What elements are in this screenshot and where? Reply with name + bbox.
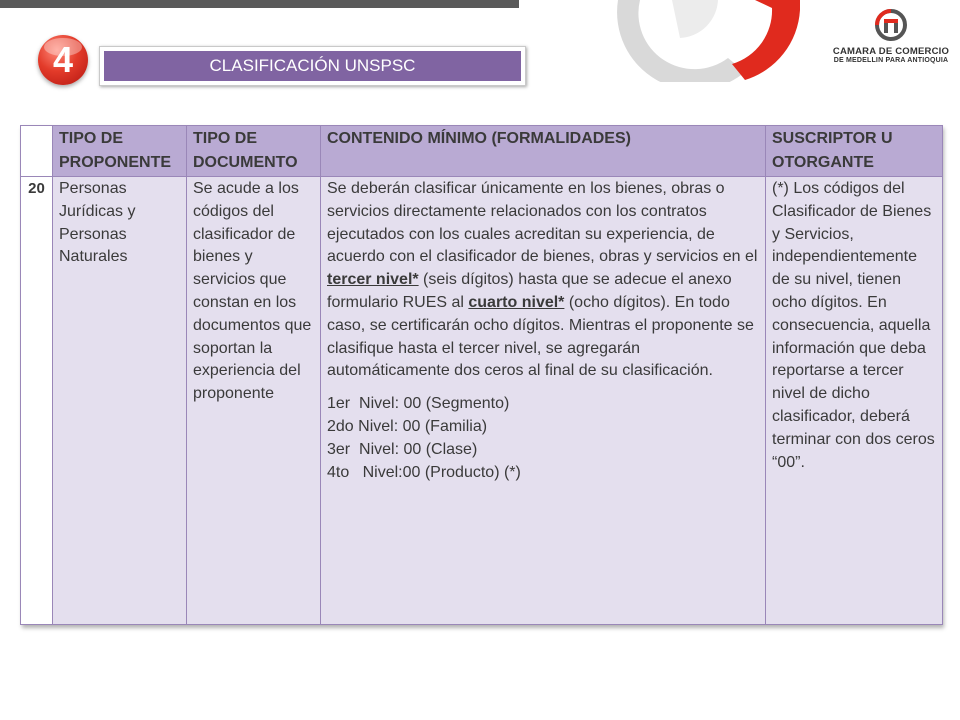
header-contenido-minimo: CONTENIDO MÍNIMO (FORMALIDADES): [321, 126, 766, 177]
row-number: 20: [21, 177, 53, 625]
list-item: 4to Nivel:00 (Producto) (*): [327, 463, 521, 481]
contenido-paragraph: [327, 178, 759, 383]
cell-contenido: [321, 177, 766, 625]
cell-proponente: Personas Jurídicas y Personas Naturales: [53, 177, 187, 625]
chamber-emblem-icon: [873, 8, 909, 44]
decorative-arc-graphic: [600, 0, 800, 82]
section-title: CLASIFICACIÓN UNSPSC: [104, 51, 521, 81]
contenido-text-part2: (seis dígitos) hasta que se adecue el anexo formulario RUES al: [327, 271, 732, 311]
header-tipo-proponente: TIPO DE PROPONENTE: [53, 126, 187, 177]
cell-suscriptor: (*) Los códigos del Clasificador de Bienes y Servicios, independientemente de su nivel, tienen ocho dígitos. En consecuencia, aquella información que deba reportarse a tercer nivel de dicho clasificador, deberá terminar con dos ceros “00”.: [766, 177, 943, 625]
list-item: 2do Nivel: 00 (Familia): [327, 417, 488, 435]
requirements-table: [20, 125, 943, 625]
header-suscriptor: SUSCRIPTOR U OTORGANTE: [766, 126, 943, 177]
top-accent-bar: [0, 0, 519, 8]
header-number-cell: [21, 126, 53, 177]
table-row: [21, 177, 943, 625]
contenido-text-part1: Se deberán clasificar únicamente en los bienes, obras o servicios directamente relacionados con los contratos ejecutados con los cuales acreditan su experiencia, de acuerdo con el clasificador de bienes, obras y servicios en el: [327, 180, 758, 266]
contenido-text-part3: (ocho dígitos). En todo caso, se certificarán ocho dígitos. Mientras el proponente se clasifique hasta el tercer nivel, se agregarán automáticamente dos ceros al final de su clasificación.: [327, 293, 754, 380]
contenido-emphasis-tercer-nivel: tercer nivel*: [327, 271, 419, 289]
levels-list: [327, 393, 759, 484]
chamber-of-commerce-logo: [826, 8, 956, 78]
section-title-box: [99, 46, 526, 86]
logo-text-line2: DE MEDELLIN PARA ANTIOQUIA: [833, 57, 949, 64]
cell-documento: Se acude a los códigos del clasificador de bienes y servicios que constan en los documentos que soportan la experiencia del proponente: [187, 177, 321, 625]
contenido-emphasis-cuarto-nivel: cuarto nivel*: [468, 293, 565, 311]
list-item: 3er Nivel: 00 (Clase): [327, 440, 478, 458]
section-number-badge: [38, 35, 88, 85]
logo-text-line1: CAMARA DE COMERCIO: [832, 46, 950, 57]
requirements-table-container: [20, 125, 942, 625]
table-header-row: [21, 126, 943, 177]
header-tipo-documento: TIPO DE DOCUMENTO: [187, 126, 321, 177]
list-item: 1er Nivel: 00 (Segmento): [327, 395, 510, 413]
badge-number: 4: [52, 39, 74, 80]
